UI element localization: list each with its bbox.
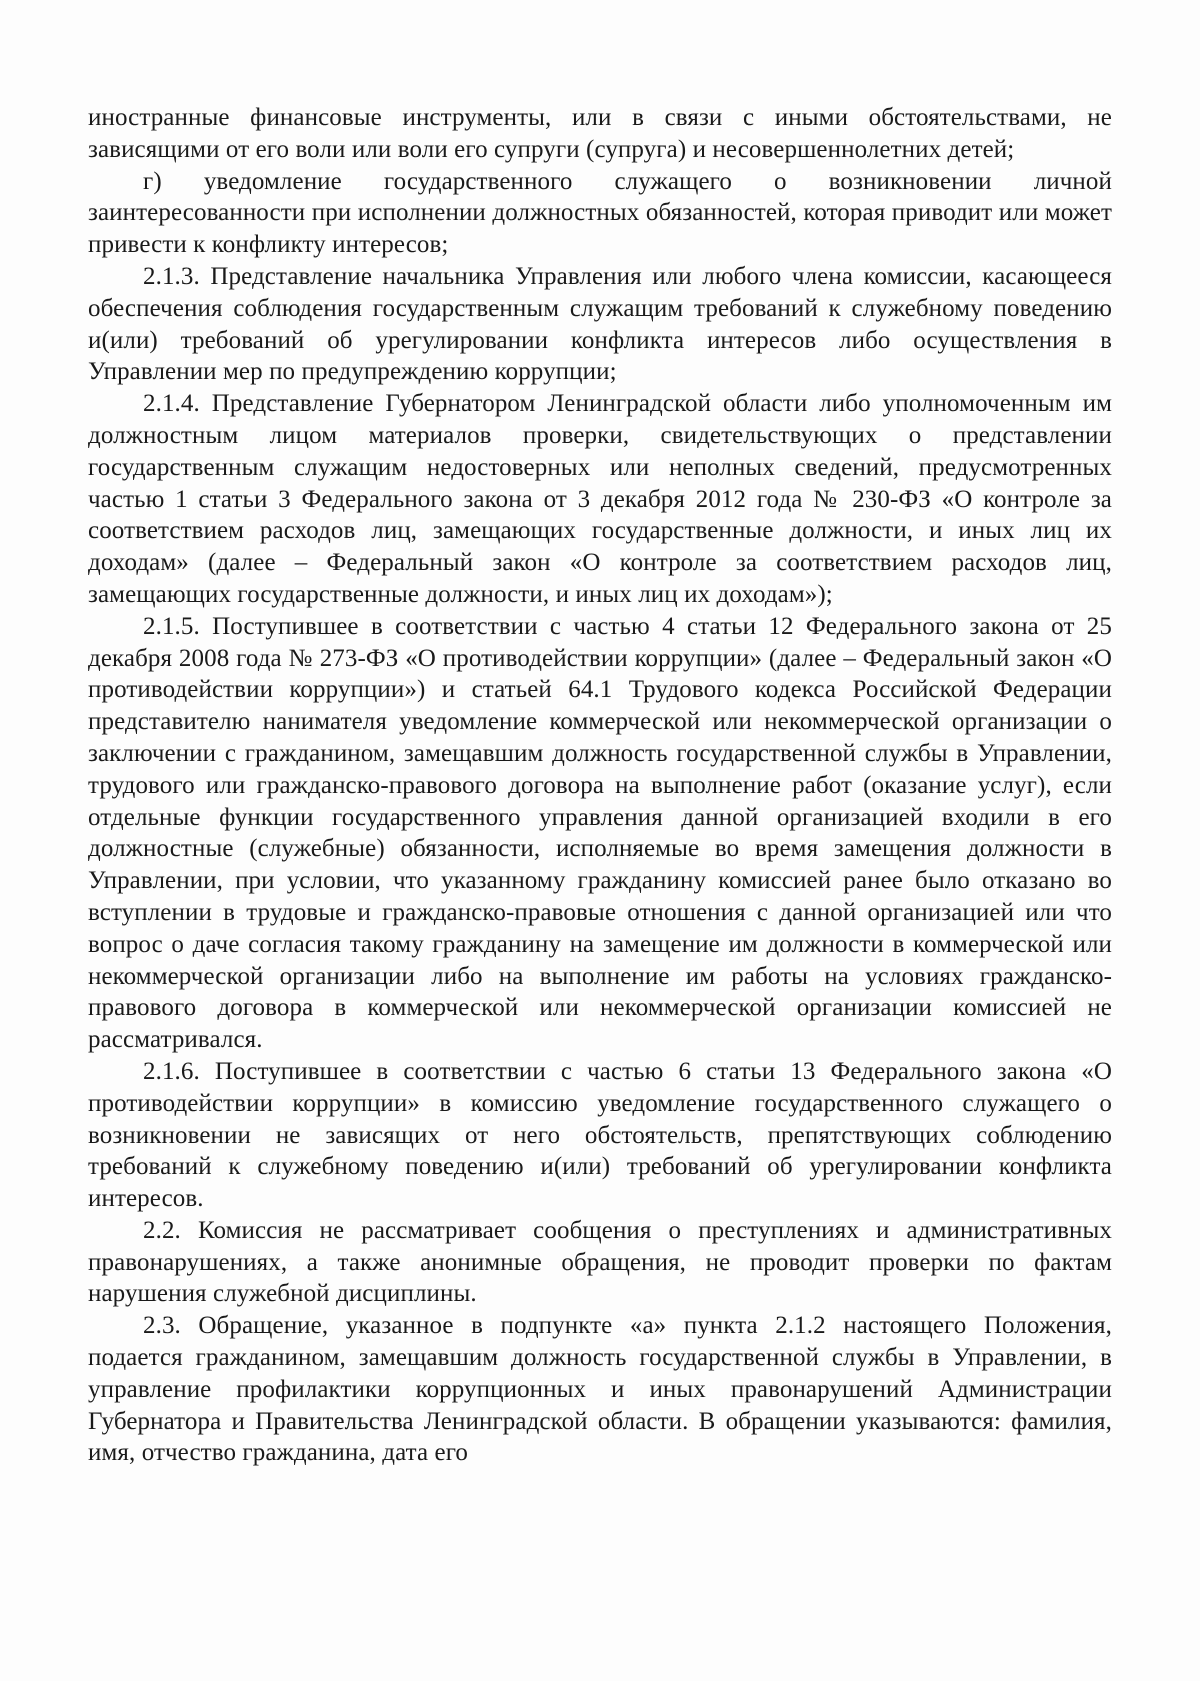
paragraph-2-3: 2.3. Обращение, указанное в подпункте «а» пункта 2.1.2 настоящего Положения, подается гражданином, замещавшим должность государственной службы в Управлении, в управление профилактики коррупционных и иных правонарушений Администрации Губернатора и Правительства Ленинградской области. В обращении указываются: фамилия, имя, отчество гражданина, дата его	[88, 1312, 1112, 1467]
paragraph-2-2: 2.2. Комиссия не рассматривает сообщения о преступлениях и административных правонарушениях, а также анонимные обращения, не проводит проверки по фактам нарушения служебной дисциплины.	[88, 1216, 1112, 1308]
paragraph-2-1-4: 2.1.4. Представление Губернатором Ленинградской области либо уполномоченным им должностным лицом материалов проверки, свидетельствующих о представлении государственным служащим недостоверных или неполных сведений, предусмотренных частью 1 статьи 3 Федерального закона от 3 декабря 2012 года № 230-ФЗ «О контроле за соответствием расходов лиц, замещающих государственные должности, и иных лиц их доходам» (далее – Федеральный закон «О контроле за соответствием расходов лиц, замещающих государственные должности, и иных лиц их доходам»);	[88, 390, 1112, 608]
paragraph-2-1-3: 2.1.3. Представление начальника Управления или любого члена комиссии, касающееся обеспечения соблюдения государственным служащим требований к служебному поведению и(или) требований об урегулировании конфликта интересов либо осуществления в Управлении мер по предупреждению коррупции;	[88, 262, 1112, 386]
paragraph-2-1-5: 2.1.5. Поступившее в соответствии с частью 4 статьи 12 Федерального закона от 25 декабря 2008 года № 273-ФЗ «О противодействии коррупции» (далее – Федеральный закон «О противодействии коррупции») и статьей 64.1 Трудового кодекса Российской Федерации представителю нанимателя уведомление коммерческой или некоммерческой организации о заключении с гражданином, замещавшим должность государственной службы в Управлении, трудового или гражданско-правового договора на выполнение работ (оказание услуг), если отдельные функции государственного управления данной организацией входили в его должностные (служебные) обязанности, исполняемые во время замещения должности в Управлении, при условии, что указанному гражданину комиссией ранее было отказано во вступлении в трудовые и гражданско-правовые отношения с данной организацией или что вопрос о даче согласия такому гражданину на замещение им должности в коммерческой или некоммерческой организации либо на выполнение им работы на условиях гражданско-правового договора в коммерческой или некоммерческой организации комиссией не рассматривался.	[88, 612, 1112, 1054]
paragraph-2-1-6: 2.1.6. Поступившее в соответствии с частью 6 статьи 13 Федерального закона «О противодействии коррупции» в комиссию уведомление государственного служащего о возникновении не зависящих от него обстоятельств, препятствующих соблюдению требований к служебному поведению и(или) требований об урегулировании конфликта интересов.	[88, 1057, 1112, 1213]
document-body	[88, 102, 1112, 1469]
paragraph-item-g: г) уведомление государственного служащего о возникновении личной заинтересованности при исполнении должностных обязанностей, которая приводит или может привести к конфликту интересов;	[88, 167, 1112, 259]
paragraph-continuation: иностранные финансовые инструменты, или в связи с иными обстоятельствами, не зависящими от его воли или воли его супруги (супруга) и несовершеннолетних детей;	[88, 104, 1112, 163]
